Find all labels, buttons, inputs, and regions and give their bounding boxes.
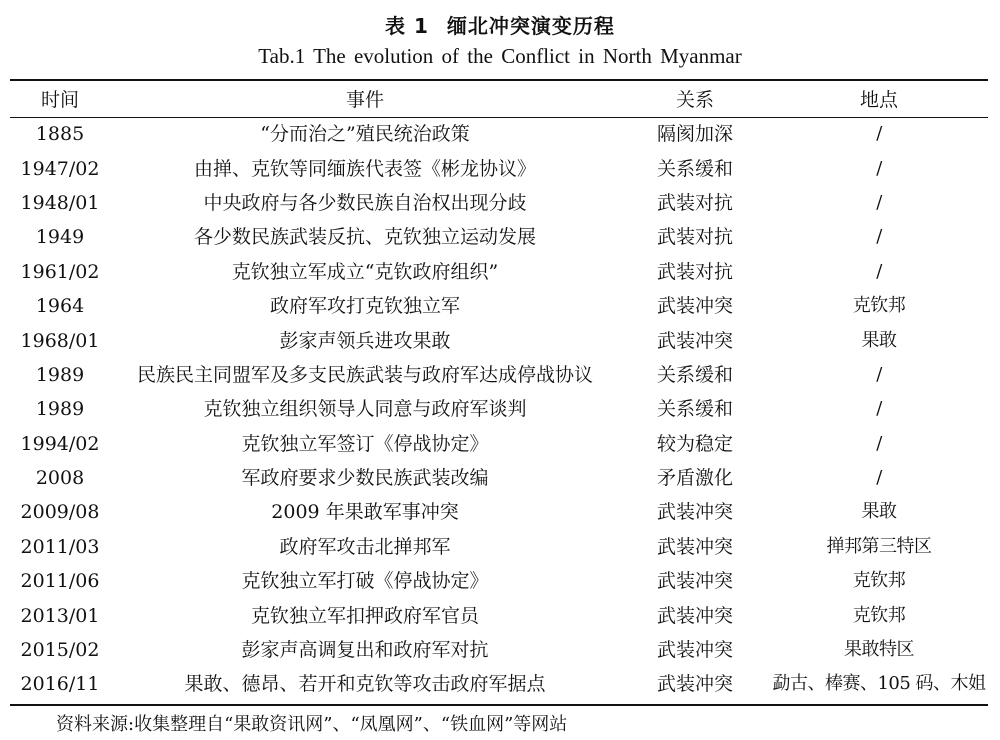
cell-event: 克钦独立军签订《停战协定》 [241, 432, 489, 455]
cell-event: 克钦独立军成立“克钦政府组织” [231, 260, 499, 283]
cell-event: 果敢、德昂、若开和克钦等攻击政府军据点 [184, 673, 546, 696]
cell-time: 1949 [35, 226, 85, 249]
cell-time: 1989 [35, 398, 85, 421]
cell-event: 中央政府与各少数民族自治权出现分歧 [203, 191, 527, 214]
cell-time: 2009/08 [20, 501, 100, 524]
header-place: 地点 [859, 89, 898, 111]
table-row [10, 358, 988, 392]
conflict-evolution-table [10, 83, 988, 702]
table-header-row [10, 83, 988, 117]
table-row [10, 220, 988, 254]
cell-event: 由掸、克钦等同缅族代表签《彬龙协议》 [193, 157, 536, 180]
table-row [10, 530, 988, 564]
table-row [10, 564, 988, 598]
cell-place: 果敢 [861, 329, 897, 351]
cell-relation: 武装冲突 [656, 295, 733, 318]
table-row [10, 495, 988, 529]
cell-time: 1948/01 [20, 191, 100, 214]
cell-time: 1885 [35, 123, 85, 146]
cell-relation: 武装冲突 [656, 535, 733, 558]
table-row [10, 392, 988, 426]
table-row [10, 461, 988, 495]
cell-place: / [876, 467, 882, 489]
cell-relation: 武装对抗 [656, 191, 733, 214]
cell-place: / [876, 260, 882, 282]
cell-place: 勐古、棒赛、105 码、木姐 [772, 673, 986, 695]
cell-time: 2011/03 [20, 535, 100, 558]
table-row [10, 255, 988, 289]
cell-time: 1994/02 [20, 432, 100, 455]
cell-place: 克钦邦 [852, 570, 906, 592]
table-caption-zh [0, 10, 1000, 39]
cell-relation: 武装对抗 [656, 260, 733, 283]
cell-event: 政府军攻打克钦独立军 [269, 295, 460, 318]
table-row [10, 151, 988, 185]
cell-event: 民族民主同盟军及多支民族武装与政府军达成停战协议 [136, 363, 593, 386]
cell-relation: 武装冲突 [656, 673, 733, 696]
cell-event: 2009 年果敢军事冲突 [271, 501, 459, 524]
cell-relation: 较为稳定 [656, 432, 733, 455]
cell-relation: 武装对抗 [656, 226, 733, 249]
cell-event: 彭家声领兵进攻果敢 [279, 329, 451, 352]
table-row [10, 323, 988, 357]
cell-relation: 武装冲突 [656, 604, 733, 627]
table-row [10, 667, 988, 701]
table-title-zh: 缅北冲突演变历程 [446, 14, 615, 38]
cell-time: 2015/02 [20, 639, 100, 662]
cell-event: 政府军攻击北掸邦军 [279, 535, 451, 558]
cell-event: “分而治之”殖民统治政策 [260, 123, 470, 146]
cell-place: / [876, 363, 882, 385]
cell-relation: 武装冲突 [656, 570, 733, 593]
table-top-rule [10, 79, 988, 81]
cell-place: 克钦邦 [852, 604, 906, 626]
table-row [10, 289, 988, 323]
cell-time: 1968/01 [20, 329, 100, 352]
cell-place: 果敢 [861, 501, 897, 523]
table-row [10, 186, 988, 220]
cell-time: 2011/06 [20, 570, 100, 593]
cell-event: 克钦独立组织领导人同意与政府军谈判 [203, 398, 527, 421]
cell-place: / [876, 157, 882, 179]
cell-time: 2016/11 [20, 673, 100, 696]
cell-place: / [876, 123, 882, 145]
cell-time: 1961/02 [20, 260, 100, 283]
cell-relation: 矛盾激化 [656, 467, 733, 490]
cell-relation: 关系缓和 [656, 398, 733, 421]
cell-time: 1964 [35, 295, 85, 318]
table-row [10, 598, 988, 632]
table-row [10, 427, 988, 461]
source-note: 资料来源:收集整理自“果敢资讯网”、“凤凰网”、“铁血网”等网站 [56, 714, 568, 735]
cell-relation: 关系缓和 [656, 363, 733, 386]
cell-event: 彭家声高调复出和政府军对抗 [241, 639, 489, 662]
cell-relation: 武装冲突 [656, 501, 733, 524]
cell-relation: 关系缓和 [656, 157, 733, 180]
cell-time: 2008 [35, 467, 85, 490]
cell-place: 掸邦第三特区 [826, 535, 932, 557]
cell-place: / [876, 432, 882, 454]
cell-place: / [876, 398, 882, 420]
cell-place: / [876, 191, 882, 213]
cell-place: / [876, 226, 882, 248]
header-event: 事件 [345, 89, 384, 111]
header-time: 时间 [40, 89, 79, 111]
cell-event: 克钦独立军打破《停战协定》 [241, 570, 489, 593]
cell-event: 克钦独立军扣押政府军官员 [250, 604, 479, 627]
cell-relation: 武装冲突 [656, 329, 733, 352]
cell-place: 果敢特区 [844, 639, 914, 661]
table-row [10, 633, 988, 667]
cell-event: 军政府要求少数民族武装改编 [241, 467, 489, 490]
table-caption-en: Tab.1 The evolution of the Conflict in North Myanmar [258, 44, 742, 68]
cell-time: 1989 [35, 363, 85, 386]
table-number: 表 1 [385, 14, 429, 38]
table-row [10, 117, 988, 151]
cell-relation: 武装冲突 [656, 639, 733, 662]
cell-relation: 隔阂加深 [656, 123, 733, 146]
cell-time: 1947/02 [20, 157, 100, 180]
cell-place: 克钦邦 [852, 295, 906, 317]
header-relation: 关系 [675, 89, 714, 111]
table-bottom-rule [10, 704, 988, 706]
cell-event: 各少数民族武装反抗、克钦独立运动发展 [193, 226, 536, 249]
cell-time: 2013/01 [20, 604, 100, 627]
